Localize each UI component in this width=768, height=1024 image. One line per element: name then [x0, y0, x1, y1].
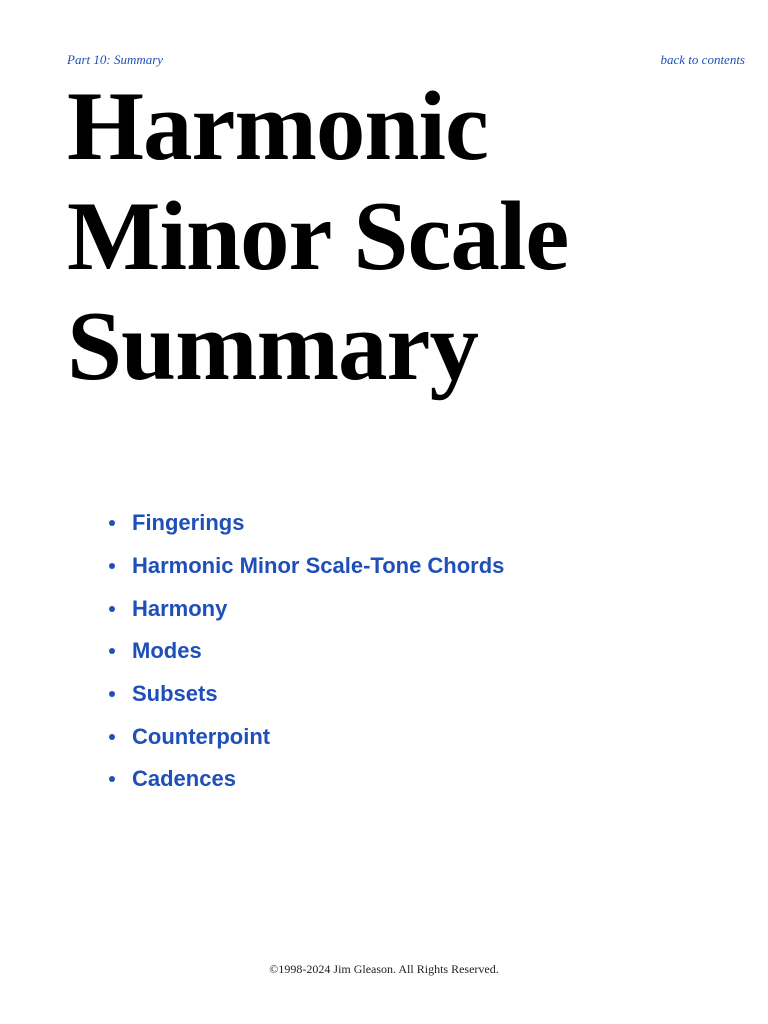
topic-link-modes[interactable]: Modes	[132, 638, 202, 664]
bullet-icon	[109, 691, 115, 697]
list-item	[106, 758, 504, 801]
summary-topic-list	[106, 502, 504, 801]
bullet-icon	[109, 776, 115, 782]
section-label-link[interactable]: Part 10: Summary	[67, 52, 164, 67]
page-title-line: Summary	[67, 292, 478, 401]
topic-link-scale-tone-chords[interactable]: Harmonic Minor Scale-Tone Chords	[132, 553, 505, 579]
topic-link-cadences[interactable]: Cadences	[132, 766, 236, 792]
bullet-icon	[109, 648, 115, 654]
bullet-icon	[109, 606, 115, 612]
list-item	[106, 715, 504, 758]
list-item	[106, 630, 504, 673]
bullet-icon	[109, 563, 115, 569]
page-title-line: Minor Scale	[67, 182, 569, 291]
list-item	[106, 502, 504, 545]
topic-link-fingerings[interactable]: Fingerings	[132, 510, 245, 536]
page-title	[67, 72, 568, 402]
list-item	[106, 587, 504, 630]
topic-link-subsets[interactable]: Subsets	[132, 681, 218, 707]
list-item	[106, 673, 504, 716]
list-item	[106, 545, 504, 588]
bullet-icon	[109, 734, 115, 740]
topic-link-harmony[interactable]: Harmony	[132, 595, 228, 621]
topic-link-counterpoint[interactable]: Counterpoint	[132, 723, 271, 749]
page-title-line: Harmonic	[67, 72, 488, 181]
bullet-icon	[109, 520, 115, 526]
copyright-notice: ©1998-2024 Jim Gleason. All Rights Reserved.	[269, 962, 499, 976]
back-to-contents-link[interactable]: back to contents	[660, 52, 745, 67]
